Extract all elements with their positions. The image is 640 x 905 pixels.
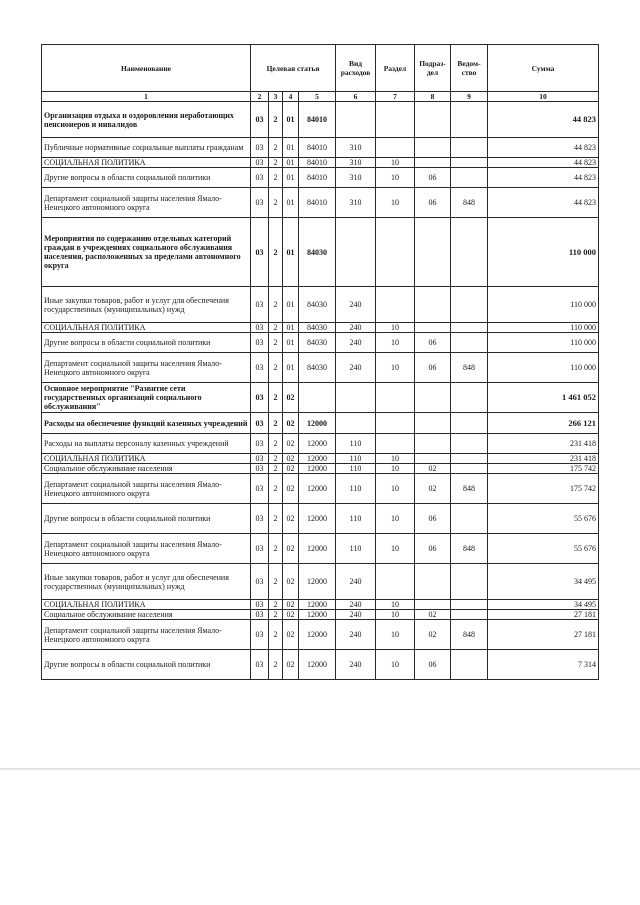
target-code-2: 2 <box>269 534 283 564</box>
target-code-3: 02 <box>283 383 299 413</box>
target-code-1: 03 <box>251 474 269 504</box>
target-code-4: 12000 <box>299 504 336 534</box>
amount: 34 495 <box>488 600 599 610</box>
table-row <box>42 287 599 323</box>
target-code-4: 84010 <box>299 188 336 218</box>
department-code <box>451 504 488 534</box>
row-name: Иные закупки товаров, работ и услуг для обеспечения государственных (муниципальных) нужд <box>42 287 251 323</box>
department-code: 848 <box>451 474 488 504</box>
section-code <box>376 434 415 454</box>
amount: 44 823 <box>488 168 599 188</box>
section-code <box>376 413 415 434</box>
target-code-2: 2 <box>269 464 283 474</box>
subsection-code <box>415 413 451 434</box>
department-code: 848 <box>451 620 488 650</box>
subsection-code <box>415 323 451 333</box>
department-code <box>451 610 488 620</box>
row-name: Социальное обслуживание населения <box>42 464 251 474</box>
row-name: Департамент социальной защиты населения Ямало-Ненецкого автономного округа <box>42 188 251 218</box>
target-code-4: 12000 <box>299 620 336 650</box>
target-code-4: 84030 <box>299 353 336 383</box>
subsection-code <box>415 287 451 323</box>
target-code-1: 03 <box>251 102 269 138</box>
target-code-1: 03 <box>251 383 269 413</box>
subsection-code: 06 <box>415 534 451 564</box>
department-code <box>451 158 488 168</box>
table-row <box>42 383 599 413</box>
expense-type: 110 <box>336 454 376 464</box>
target-code-3: 02 <box>283 564 299 600</box>
target-code-3: 02 <box>283 454 299 464</box>
column-number: 2 <box>251 92 269 102</box>
department-code <box>451 102 488 138</box>
subsection-code: 06 <box>415 188 451 218</box>
column-number: 1 <box>42 92 251 102</box>
department-code <box>451 434 488 454</box>
table-row <box>42 102 599 138</box>
expense-type: 240 <box>336 323 376 333</box>
target-code-4: 12000 <box>299 534 336 564</box>
target-code-3: 01 <box>283 323 299 333</box>
department-code: 848 <box>451 353 488 383</box>
row-name: Другие вопросы в области социальной политики <box>42 168 251 188</box>
amount: 110 000 <box>488 218 599 287</box>
target-code-3: 01 <box>283 353 299 383</box>
amount: 7 314 <box>488 650 599 680</box>
department-code <box>451 464 488 474</box>
department-code <box>451 333 488 353</box>
target-code-3: 02 <box>283 610 299 620</box>
expense-type: 240 <box>336 610 376 620</box>
row-name: Другие вопросы в области социальной политики <box>42 650 251 680</box>
subsection-code <box>415 564 451 600</box>
row-name: Другие вопросы в области социальной политики <box>42 504 251 534</box>
subsection-code: 02 <box>415 610 451 620</box>
target-code-4: 12000 <box>299 413 336 434</box>
budget-table <box>41 44 599 680</box>
target-code-2: 2 <box>269 102 283 138</box>
target-code-2: 2 <box>269 564 283 600</box>
table-row <box>42 413 599 434</box>
target-code-4: 84030 <box>299 287 336 323</box>
amount: 231 418 <box>488 434 599 454</box>
target-code-3: 02 <box>283 434 299 454</box>
target-code-1: 03 <box>251 534 269 564</box>
expense-type: 110 <box>336 504 376 534</box>
target-code-1: 03 <box>251 600 269 610</box>
target-code-1: 03 <box>251 333 269 353</box>
header-target: Целевая статья <box>251 45 336 92</box>
target-code-3: 01 <box>283 218 299 287</box>
subsection-code: 06 <box>415 168 451 188</box>
table-row <box>42 534 599 564</box>
amount: 175 742 <box>488 474 599 504</box>
subsection-code <box>415 218 451 287</box>
target-code-4: 12000 <box>299 434 336 454</box>
expense-type: 240 <box>336 287 376 323</box>
target-code-2: 2 <box>269 168 283 188</box>
section-code <box>376 287 415 323</box>
expense-type: 240 <box>336 600 376 610</box>
table-row <box>42 323 599 333</box>
target-code-1: 03 <box>251 620 269 650</box>
amount: 34 495 <box>488 564 599 600</box>
section-code <box>376 383 415 413</box>
table-row <box>42 218 599 287</box>
subsection-code: 06 <box>415 650 451 680</box>
expense-type: 310 <box>336 168 376 188</box>
target-code-3: 01 <box>283 138 299 158</box>
target-code-2: 2 <box>269 504 283 534</box>
subsection-code <box>415 383 451 413</box>
section-code <box>376 564 415 600</box>
subsection-code <box>415 158 451 168</box>
section-code: 10 <box>376 333 415 353</box>
row-name: Расходы на выплаты персоналу казенных учреждений <box>42 434 251 454</box>
section-code: 10 <box>376 188 415 218</box>
target-code-2: 2 <box>269 610 283 620</box>
target-code-4: 12000 <box>299 650 336 680</box>
column-number: 5 <box>299 92 336 102</box>
row-name: СОЦИАЛЬНАЯ ПОЛИТИКА <box>42 323 251 333</box>
table-row <box>42 600 599 610</box>
expense-type: 110 <box>336 434 376 454</box>
table-row <box>42 434 599 454</box>
header-razdel: Раздел <box>376 45 415 92</box>
table-row <box>42 504 599 534</box>
row-name: СОЦИАЛЬНАЯ ПОЛИТИКА <box>42 600 251 610</box>
target-code-4: 84010 <box>299 138 336 158</box>
table-body <box>42 102 599 680</box>
header-podrazdel: Подраз-дел <box>415 45 451 92</box>
target-code-1: 03 <box>251 138 269 158</box>
target-code-2: 2 <box>269 353 283 383</box>
section-code: 10 <box>376 534 415 564</box>
target-code-3: 02 <box>283 464 299 474</box>
expense-type: 310 <box>336 158 376 168</box>
section-code: 10 <box>376 504 415 534</box>
target-code-1: 03 <box>251 464 269 474</box>
target-code-1: 03 <box>251 287 269 323</box>
target-code-3: 02 <box>283 413 299 434</box>
department-code <box>451 323 488 333</box>
amount: 110 000 <box>488 353 599 383</box>
amount: 27 181 <box>488 620 599 650</box>
row-name: Другие вопросы в области социальной политики <box>42 333 251 353</box>
section-code <box>376 218 415 287</box>
target-code-3: 01 <box>283 287 299 323</box>
target-code-2: 2 <box>269 434 283 454</box>
expense-type: 240 <box>336 564 376 600</box>
row-name: СОЦИАЛЬНАЯ ПОЛИТИКА <box>42 454 251 464</box>
table-row <box>42 620 599 650</box>
header-summa: Сумма <box>488 45 599 92</box>
target-code-2: 2 <box>269 158 283 168</box>
section-code: 10 <box>376 323 415 333</box>
department-code <box>451 218 488 287</box>
department-code <box>451 168 488 188</box>
target-code-3: 01 <box>283 168 299 188</box>
expense-type <box>336 218 376 287</box>
table-row <box>42 333 599 353</box>
table-row <box>42 474 599 504</box>
expense-type <box>336 383 376 413</box>
section-code: 10 <box>376 650 415 680</box>
target-code-3: 02 <box>283 600 299 610</box>
department-code <box>451 287 488 323</box>
expense-type: 240 <box>336 353 376 383</box>
column-number: 7 <box>376 92 415 102</box>
department-code <box>451 454 488 464</box>
row-name: Иные закупки товаров, работ и услуг для обеспечения государственных (муниципальных) нужд <box>42 564 251 600</box>
expense-type: 110 <box>336 464 376 474</box>
target-code-4: 12000 <box>299 474 336 504</box>
target-code-1: 03 <box>251 504 269 534</box>
amount: 175 742 <box>488 464 599 474</box>
column-number: 9 <box>451 92 488 102</box>
amount: 1 461 052 <box>488 383 599 413</box>
amount: 27 181 <box>488 610 599 620</box>
expense-type: 110 <box>336 534 376 564</box>
target-code-2: 2 <box>269 287 283 323</box>
target-code-2: 2 <box>269 620 283 650</box>
subsection-code <box>415 138 451 158</box>
subsection-code <box>415 600 451 610</box>
target-code-1: 03 <box>251 434 269 454</box>
expense-type: 110 <box>336 474 376 504</box>
section-code: 10 <box>376 168 415 188</box>
row-name: Основное мероприятие "Развитие сети государственных организаций социального обслуживания" <box>42 383 251 413</box>
column-number: 8 <box>415 92 451 102</box>
row-name: СОЦИАЛЬНАЯ ПОЛИТИКА <box>42 158 251 168</box>
target-code-2: 2 <box>269 138 283 158</box>
row-name: Мероприятия по содержанию отдельных категорий граждан в учреждениях социального обслуживания населения, расположенных за пределами автономного округа <box>42 218 251 287</box>
expense-type: 310 <box>336 138 376 158</box>
table-row <box>42 650 599 680</box>
row-name: Департамент социальной защиты населения Ямало-Ненецкого автономного округа <box>42 534 251 564</box>
target-code-3: 01 <box>283 188 299 218</box>
section-code <box>376 138 415 158</box>
subsection-code <box>415 434 451 454</box>
target-code-3: 02 <box>283 474 299 504</box>
row-name: Департамент социальной защиты населения Ямало-Ненецкого автономного округа <box>42 474 251 504</box>
department-code <box>451 383 488 413</box>
row-name: Социальное обслуживание населения <box>42 610 251 620</box>
row-name: Организация отдыха и оздоровления неработающих пенсионеров и инвалидов <box>42 102 251 138</box>
amount: 55 676 <box>488 534 599 564</box>
department-code <box>451 600 488 610</box>
amount: 110 000 <box>488 323 599 333</box>
target-code-4: 84010 <box>299 168 336 188</box>
scan-edge <box>0 768 640 771</box>
target-code-4: 12000 <box>299 600 336 610</box>
target-code-4: 84030 <box>299 323 336 333</box>
target-code-4: 84010 <box>299 158 336 168</box>
amount: 110 000 <box>488 333 599 353</box>
target-code-1: 03 <box>251 564 269 600</box>
target-code-1: 03 <box>251 168 269 188</box>
section-code <box>376 102 415 138</box>
expense-type: 240 <box>336 650 376 680</box>
subsection-code: 06 <box>415 353 451 383</box>
target-code-1: 03 <box>251 413 269 434</box>
section-code: 10 <box>376 620 415 650</box>
table-row <box>42 353 599 383</box>
target-code-2: 2 <box>269 333 283 353</box>
table-row <box>42 564 599 600</box>
table-row <box>42 138 599 158</box>
header-vid: Вид расходов <box>336 45 376 92</box>
target-code-1: 03 <box>251 158 269 168</box>
expense-type: 240 <box>336 333 376 353</box>
amount: 266 121 <box>488 413 599 434</box>
target-code-4 <box>299 383 336 413</box>
subsection-code: 02 <box>415 464 451 474</box>
section-code: 10 <box>376 474 415 504</box>
target-code-1: 03 <box>251 218 269 287</box>
target-code-1: 03 <box>251 188 269 218</box>
target-code-4: 84030 <box>299 218 336 287</box>
target-code-2: 2 <box>269 454 283 464</box>
table-header <box>42 45 599 92</box>
column-number-row <box>42 92 599 102</box>
target-code-3: 02 <box>283 504 299 534</box>
department-code <box>451 138 488 158</box>
target-code-4: 12000 <box>299 564 336 600</box>
expense-type: 240 <box>336 620 376 650</box>
amount: 44 823 <box>488 188 599 218</box>
target-code-3: 01 <box>283 102 299 138</box>
target-code-4: 84030 <box>299 333 336 353</box>
column-number: 4 <box>283 92 299 102</box>
table-row <box>42 168 599 188</box>
column-number: 10 <box>488 92 599 102</box>
section-code: 10 <box>376 610 415 620</box>
target-code-1: 03 <box>251 650 269 680</box>
subsection-code: 02 <box>415 620 451 650</box>
row-name: Департамент социальной защиты населения Ямало-Ненецкого автономного округа <box>42 353 251 383</box>
row-name: Департамент социальной защиты населения Ямало-Ненецкого автономного округа <box>42 620 251 650</box>
target-code-1: 03 <box>251 323 269 333</box>
amount: 44 823 <box>488 158 599 168</box>
subsection-code: 02 <box>415 474 451 504</box>
target-code-3: 01 <box>283 158 299 168</box>
expense-type: 310 <box>336 188 376 218</box>
subsection-code <box>415 102 451 138</box>
amount: 44 823 <box>488 102 599 138</box>
column-number: 3 <box>269 92 283 102</box>
subsection-code <box>415 454 451 464</box>
table-row <box>42 610 599 620</box>
target-code-4: 12000 <box>299 610 336 620</box>
target-code-4: 84010 <box>299 102 336 138</box>
header-vedomstvo: Ведом-ство <box>451 45 488 92</box>
target-code-2: 2 <box>269 323 283 333</box>
section-code: 10 <box>376 454 415 464</box>
department-code: 848 <box>451 188 488 218</box>
department-code <box>451 650 488 680</box>
target-code-1: 03 <box>251 454 269 464</box>
column-number: 6 <box>336 92 376 102</box>
table-row <box>42 188 599 218</box>
expense-type <box>336 413 376 434</box>
section-code: 10 <box>376 158 415 168</box>
amount: 231 418 <box>488 454 599 464</box>
section-code: 10 <box>376 600 415 610</box>
target-code-3: 01 <box>283 333 299 353</box>
table-row <box>42 464 599 474</box>
target-code-3: 02 <box>283 620 299 650</box>
table-row <box>42 454 599 464</box>
target-code-4: 12000 <box>299 454 336 464</box>
target-code-1: 03 <box>251 610 269 620</box>
target-code-2: 2 <box>269 474 283 504</box>
subsection-code: 06 <box>415 333 451 353</box>
target-code-4: 12000 <box>299 464 336 474</box>
subsection-code: 06 <box>415 504 451 534</box>
amount: 110 000 <box>488 287 599 323</box>
department-code <box>451 564 488 600</box>
department-code: 848 <box>451 534 488 564</box>
target-code-3: 02 <box>283 650 299 680</box>
section-code: 10 <box>376 353 415 383</box>
target-code-2: 2 <box>269 413 283 434</box>
header-name: Наименование <box>42 45 251 92</box>
target-code-3: 02 <box>283 534 299 564</box>
table-row <box>42 158 599 168</box>
target-code-2: 2 <box>269 600 283 610</box>
expense-type <box>336 102 376 138</box>
amount: 55 676 <box>488 504 599 534</box>
row-name: Публичные нормативные социальные выплаты гражданам <box>42 138 251 158</box>
department-code <box>451 413 488 434</box>
amount: 44 823 <box>488 138 599 158</box>
target-code-2: 2 <box>269 188 283 218</box>
row-name: Расходы на обеспечение функций казенных учреждений <box>42 413 251 434</box>
target-code-2: 2 <box>269 650 283 680</box>
target-code-2: 2 <box>269 383 283 413</box>
target-code-1: 03 <box>251 353 269 383</box>
target-code-2: 2 <box>269 218 283 287</box>
section-code: 10 <box>376 464 415 474</box>
